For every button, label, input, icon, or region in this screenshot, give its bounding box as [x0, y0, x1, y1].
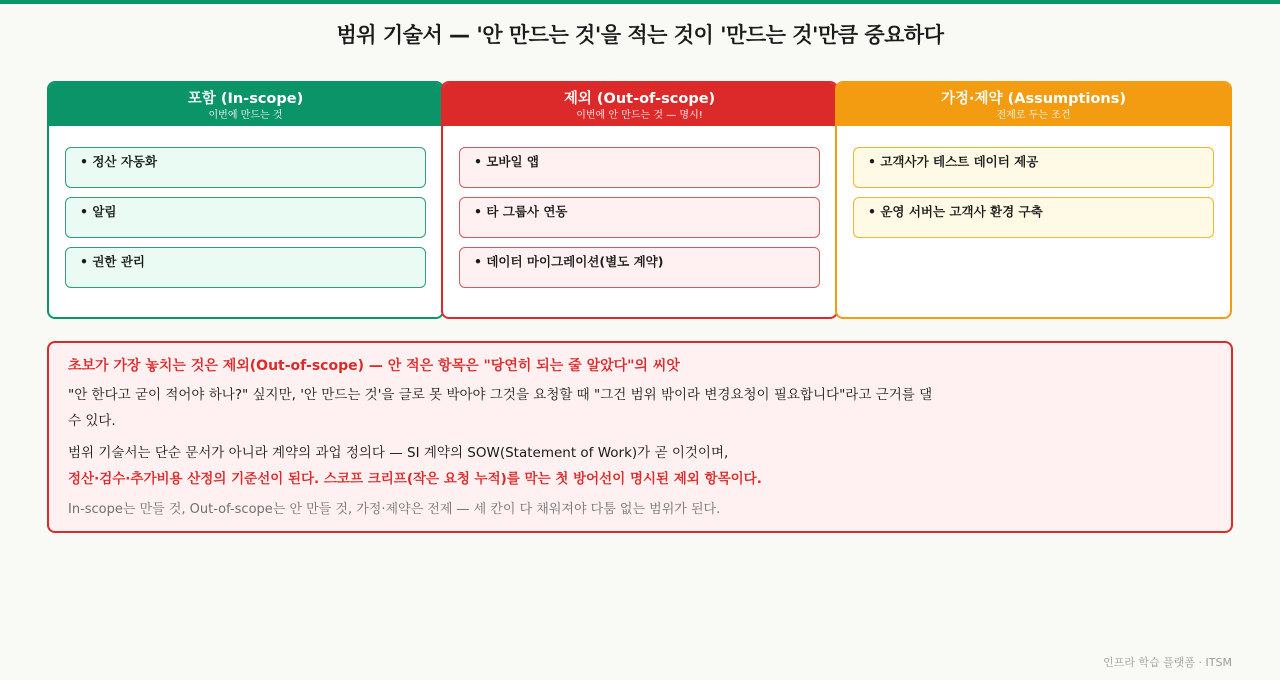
warning-note	[47, 341, 1233, 533]
page-title: 범위 기술서 — '안 만드는 것'을 적는 것이 '만드는 것'만큼 중요하다	[336, 23, 944, 47]
out-of-scope-subtitle: 이번에 안 만드는 것 — 명시!	[576, 110, 703, 121]
in-scope-item: • 알림	[65, 197, 426, 238]
assumptions-item: • 고객사가 테스트 데이터 제공	[853, 147, 1214, 188]
out-of-scope-column	[441, 81, 838, 319]
assumptions-header	[837, 83, 1230, 126]
in-scope-subtitle: 이번에 만드는 것	[208, 110, 283, 121]
in-scope-column	[47, 81, 444, 319]
in-scope-item: • 권한 관리	[65, 247, 426, 288]
assumptions-subtitle: 전제로 두는 조건	[996, 110, 1071, 121]
note-footnote: In-scope는 만들 것, Out-of-scope는 안 만들 것, 가정·제약은 전제 — 세 칸이 다 채워져야 다툼 없는 범위가 된다.	[68, 502, 721, 517]
note-heading: 초보가 가장 놓치는 것은 제외(Out-of-scope) — 안 적은 항목은 "당연히 되는 줄 알았다"의 씨앗	[68, 358, 680, 374]
assumptions-title: 가정·제약 (Assumptions)	[941, 91, 1126, 107]
out-of-scope-header	[443, 83, 836, 126]
footer-credit: 인프라 학습 플랫폼 · ITSM	[1103, 656, 1232, 669]
note-sow-text: 범위 기술서는 단순 문서가 아니라 계약의 과업 정의다 — SI 계약의 SOW(Statement of Work)가 곧 이것이며,	[68, 445, 729, 461]
top-accent-bar	[0, 0, 1280, 4]
in-scope-title: 포함 (In-scope)	[187, 91, 304, 107]
note-body: "안 한다고 굳이 적어야 하나?" 싶지만, '안 만드는 것'을 글로 못 박아야 그것을 요청할 때 "그건 범위 밖이라 변경요청이 필요합니다"라고 근거를 댈 수 있다.	[68, 387, 933, 429]
in-scope-item: • 정산 자동화	[65, 147, 426, 188]
note-emphasis: 정산·검수·추가비용 산정의 기준선이 된다. 스코프 크리프(작은 요청 누적)를 막는 첫 방어선이 명시된 제외 항목이다.	[68, 471, 762, 487]
in-scope-header	[49, 83, 442, 126]
assumptions-item: • 운영 서버는 고객사 환경 구축	[853, 197, 1214, 238]
out-of-scope-item: • 타 그룹사 연동	[459, 197, 820, 238]
assumptions-column	[835, 81, 1232, 319]
out-of-scope-item: • 데이터 마이그레이션(별도 계약)	[459, 247, 820, 288]
out-of-scope-item: • 모바일 앱	[459, 147, 820, 188]
out-of-scope-title: 제외 (Out-of-scope)	[563, 91, 716, 107]
